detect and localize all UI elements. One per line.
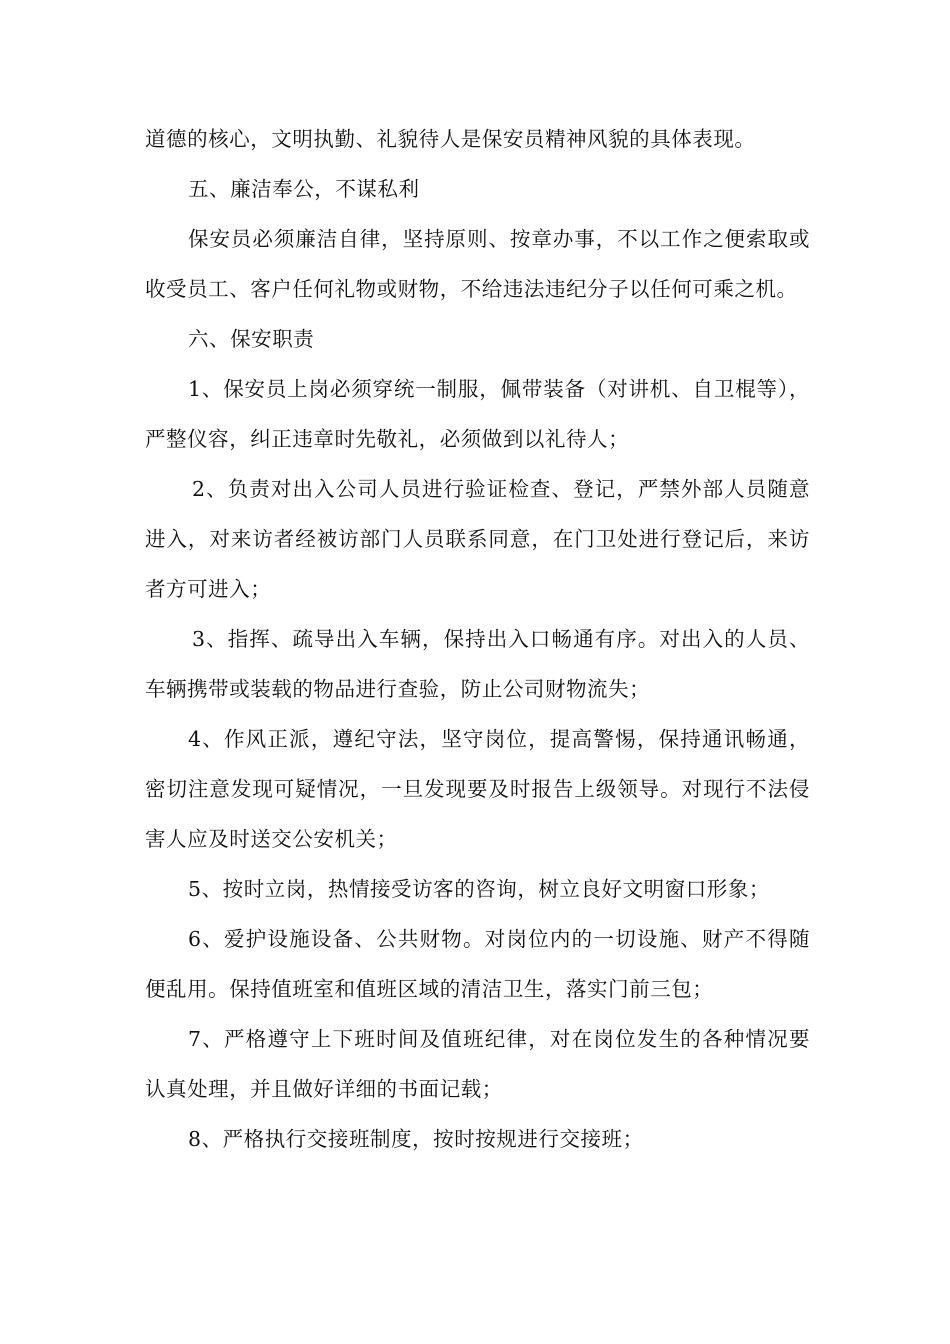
- paragraph-continuation: 道德的核心，文明执勤、礼貌待人是保安员精神风貌的具体表现。: [145, 127, 756, 151]
- document-body: [145, 114, 810, 1164]
- duty-item-1: 1、保安员上岗必须穿统一制服，佩带装备（对讲机、自卫棍等），严整仪容，纠正违章时先敬礼，必须做到以礼待人；: [145, 377, 810, 451]
- duty-item-5: 5、按时立岗，热情接受访客的咨询，树立良好文明窗口形象；: [188, 877, 770, 901]
- section-heading-6: 六、保安职责: [188, 327, 315, 351]
- duty-item-6: 6、爱护设施设备、公共财物。对岗位内的一切设施、财产不得随便乱用。保持值班室和值班区域的清洁卫生，落实门前三包；: [145, 927, 810, 1001]
- duty-item-4: 4、作风正派，遵纪守法，坚守岗位，提高警惕，保持通讯畅通，密切注意发现可疑情况，一旦发现要及时报告上级领导。对现行不法侵害人应及时送交公安机关；: [145, 727, 810, 851]
- section-heading-5: 五、廉洁奉公，不谋私利: [188, 177, 420, 201]
- duty-item-8: 8、严格执行交接班制度，按时按规进行交接班；: [188, 1127, 644, 1151]
- duty-item-2: 2、负责对出入公司人员进行验证检查、登记，严禁外部人员随意进入，对来访者经被访部门人员联系同意，在门卫处进行登记后，来访者方可进入；: [145, 477, 810, 601]
- duty-item-3: 3、指挥、疏导出入车辆，保持出入口畅通有序。对出入的人员、车辆携带或装载的物品进行查验，防止公司财物流失；: [145, 627, 810, 701]
- duty-item-7: 7、严格遵守上下班时间及值班纪律，对在岗位发生的各种情况要认真处理，并且做好详细的书面记载；: [145, 1027, 810, 1101]
- paragraph-integrity: 保安员必须廉洁自律，坚持原则、按章办事，不以工作之便索取或收受员工、客户任何礼物或财物，不给违法违纪分子以任何可乘之机。: [145, 227, 810, 301]
